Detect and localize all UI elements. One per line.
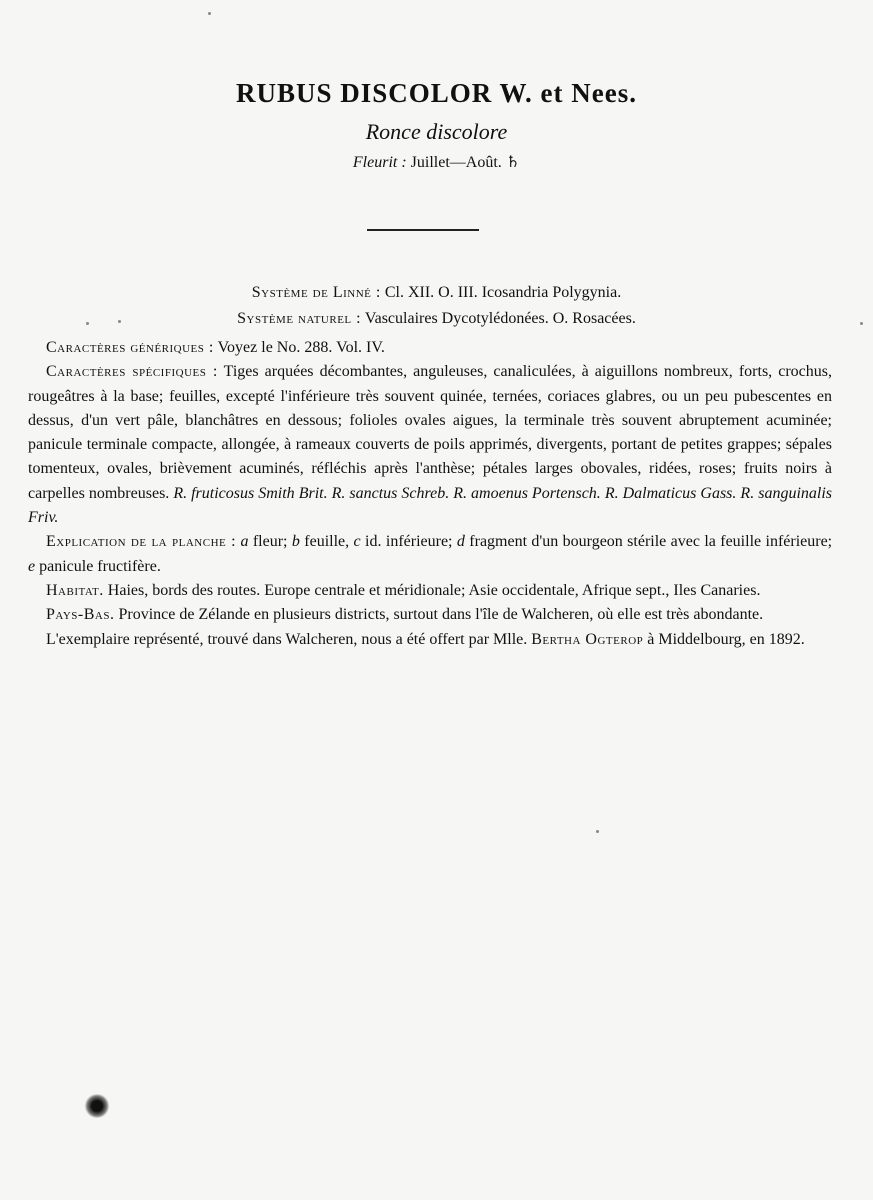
page-title: RUBUS DISCOLOR W. et Nees. (235, 78, 638, 108)
plate-key-a: a (240, 533, 249, 551)
plate-text-c: id. inférieure; (365, 533, 453, 551)
common-name: Ronce discolore (365, 119, 508, 144)
linne-value: Cl. XII. O. III. Icosandria Polygynia. (384, 284, 622, 301)
flowering-line (0, 152, 873, 172)
plate-key-d: d (456, 533, 465, 551)
print-speck (86, 322, 89, 325)
specific-label: Caractères spécifiques : (46, 363, 218, 381)
ink-blot (84, 1094, 110, 1118)
plate-key-e: e (28, 557, 36, 575)
plate-label: Explication de la planche : (46, 533, 237, 551)
paysbas-text: Province de Zélande en plusieurs districts, surtout dans l'île de Walcheren, où elle est très abondante. (118, 606, 764, 624)
linne-system-line (0, 284, 873, 302)
generic-text: Voyez le No. 288. Vol. IV. (217, 339, 385, 356)
flowering-value: Juillet—Août. ♄ (410, 154, 521, 171)
netherlands-paragraph (28, 603, 832, 627)
specimen-place: à Middelbourg, en 1892. (647, 630, 805, 648)
plate-explanation-paragraph (28, 530, 832, 579)
plate-text-b: feuille, (304, 533, 350, 551)
naturel-label: Système naturel : (237, 310, 362, 327)
print-speck (118, 320, 121, 323)
linne-label: Système de Linné : (251, 284, 381, 301)
plate-key-c: c (353, 533, 361, 551)
specimen-paragraph (28, 628, 832, 652)
plate-text-e: panicule fructifère. (39, 557, 161, 575)
generic-label: Caractères génériques : (46, 339, 214, 356)
habitat-paragraph (28, 579, 832, 603)
title-divider (367, 229, 479, 231)
habitat-text: Haies, bords des routes. Europe centrale et méridionale; Asie occidentale, Afrique sept., Iles Canaries. (107, 581, 761, 599)
flowering-label: Fleurit : (352, 154, 407, 171)
print-speck (596, 830, 599, 833)
plate-key-b: b (291, 533, 300, 551)
specimen-text: L'exemplaire représenté, trouvé dans Walcheren, nous a été offert par (46, 630, 490, 648)
synonyms-text: R. fruticosus Smith Brit. R. sanctus Schreb. R. amoenus Portensch. R. Dalmaticus Gass. R. sanguinalis Friv. (28, 484, 833, 527)
generic-characters-paragraph (28, 336, 832, 360)
habitat-label: Habitat. (46, 581, 104, 599)
naturel-value: Vasculaires Dycotylédonées. O. Rosacées. (364, 310, 636, 327)
specific-characters-paragraph (28, 360, 832, 530)
natural-system-line (0, 310, 873, 328)
print-speck (860, 322, 863, 325)
description-body (28, 336, 832, 652)
paysbas-label: Pays-Bas. (46, 606, 115, 624)
specimen-honorific: Mlle. (493, 630, 528, 648)
plate-text-d: fragment d'un bourgeon stérile avec la feuille inférieure; (469, 533, 833, 551)
specific-text: Tiges arquées décombantes, anguleuses, canaliculées, à aiguillons nombreux, forts, crochus, rougeâtres à la base; feuilles, excepté l'inférieure très souvent quinée, ternées, coriaces glabres, ou un peu pubescentes en dessus, d'un vert pâle, blanchâtres en dessous; folioles ovales aigues, la terminale très souvent abruptement acuminée; panicule terminale compacte, allongée, à rameaux couverts de poils apprimés, divergents, portant de petites grappes; sépales tomenteux, ovales, brièvement acuminés, réfléchis après l'anthèse; pétales larges obovales, ridées, roses; fruits noirs à carpelles nombreuses. (28, 363, 832, 502)
print-speck (208, 12, 211, 15)
donor-name: Bertha Ogterop (531, 630, 644, 648)
plate-text-a: fleur; (252, 533, 288, 551)
